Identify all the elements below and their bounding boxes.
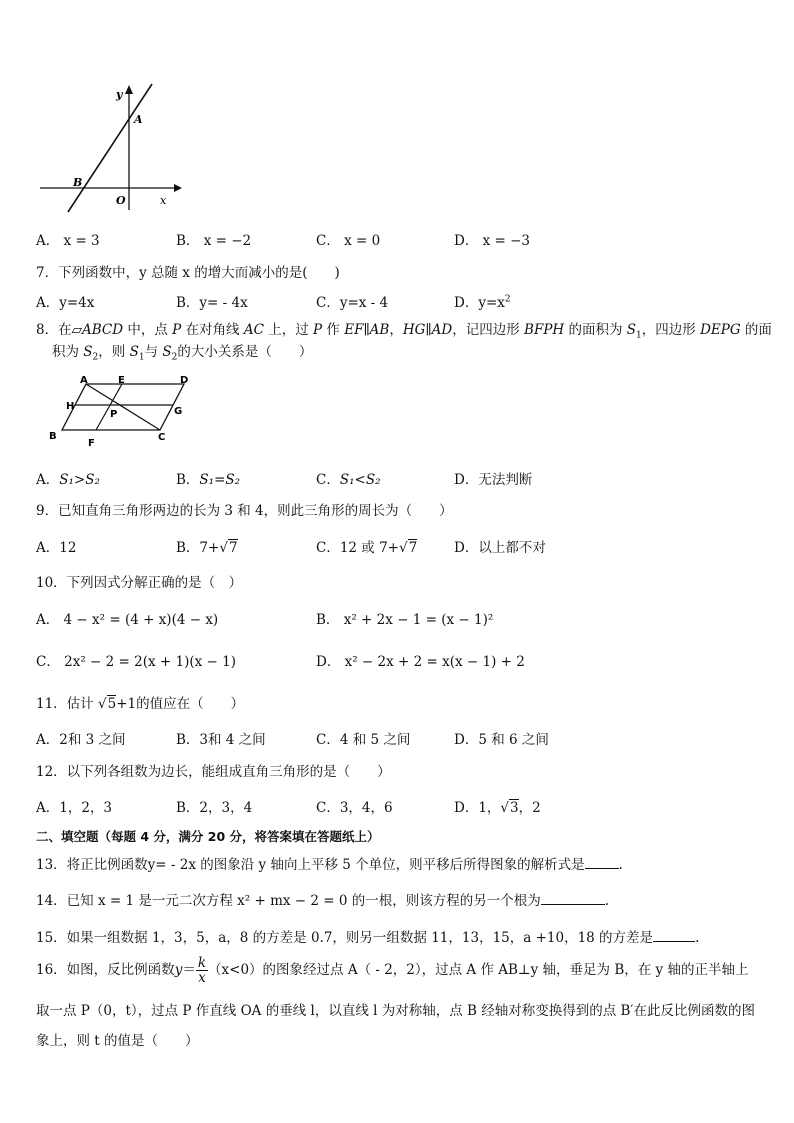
q8-u4: S	[129, 344, 139, 360]
q12-stem: 12．以下列各组数为边长，能组成直角三角形的是（ ）	[36, 764, 391, 780]
q7-option-c[interactable]: C．y=x - 4	[316, 295, 389, 311]
q11-rad: 5	[107, 696, 117, 712]
q16-t2: （x<0）的图象经过点 A（ - 2，2），过点 A 作 AB⊥y 轴，垂足为 B，在 y 轴的正半轴上	[208, 962, 749, 978]
q6-option-b[interactable]: B． x = −2	[176, 233, 252, 249]
q8-t14: BFPH	[524, 322, 565, 338]
q8-option-d[interactable]: D．无法判断	[454, 472, 533, 488]
q8-stem-line1	[36, 318, 772, 341]
q8-stem-line2	[52, 340, 312, 363]
label-y: y	[116, 88, 123, 101]
q14-stem	[36, 889, 609, 909]
q13-stem	[36, 853, 623, 873]
diagonal-ac	[86, 384, 160, 430]
q9-option-c[interactable]: C．12 或 7+√7	[316, 540, 418, 556]
q12-d-rad: 3	[510, 800, 519, 816]
q8-c-label: C．	[316, 472, 340, 488]
q8-u2: S	[83, 344, 93, 360]
q16-stem-line1	[36, 956, 748, 985]
q12-option-d[interactable]: D．1，√3，2	[454, 800, 541, 816]
q8-a-label: A．	[36, 472, 60, 488]
q16-t1: 16．如图，反比例函数	[36, 962, 175, 978]
q8-option-c[interactable]	[316, 468, 380, 488]
q8-t15: 的面积为	[564, 322, 627, 338]
q16-stem-line3: 象上，则 t 的值是（ ）	[36, 1033, 199, 1049]
q9-b-text: B．7+	[176, 540, 220, 556]
q8-u5: 与	[144, 344, 163, 360]
q11-option-d[interactable]: D．5 和 6 之间	[454, 732, 549, 748]
q6-option-d[interactable]: D． x = −3	[454, 233, 531, 249]
q11-prefix: 11．估计	[36, 696, 98, 712]
q8-u7: 的大小关系是（ ）	[177, 344, 313, 360]
q8-c-expr: S₁<S₂	[339, 472, 381, 488]
q12-option-c[interactable]: C．3，4，6	[316, 800, 393, 816]
q8-t9: 作	[322, 322, 345, 338]
q15-end: .	[695, 930, 700, 946]
label-H: H	[66, 401, 75, 412]
x-axis-arrow	[174, 184, 182, 192]
q8-t17: ，四边形	[641, 322, 701, 338]
q15-stem	[36, 926, 699, 946]
q10-option-a[interactable]: A． 4 − x² = (4 + x)(4 − x)	[36, 612, 219, 628]
label-O: O	[116, 194, 126, 207]
q8-t16-sub: 1	[636, 330, 642, 341]
q7-option-a[interactable]: A．y=4x	[36, 295, 95, 311]
label-A: A	[80, 375, 88, 386]
q7-option-d[interactable]	[454, 291, 511, 311]
q6-option-a[interactable]: A． x = 3	[36, 233, 100, 249]
q8-t11: ，	[389, 322, 403, 338]
q11-stem: 11．估计 √5+1的值应在（ ）	[36, 696, 245, 712]
y-axis-arrow	[125, 85, 133, 94]
q7-option-b[interactable]: B．y= - 4x	[176, 295, 248, 311]
q9-c-rad: 7	[408, 540, 418, 556]
q10-option-b[interactable]: B． x² + 2x − 1 = (x − 1)²	[316, 612, 494, 628]
q8-a-expr: S₁>S₂	[59, 472, 100, 488]
q10-option-d[interactable]: D． x² − 2x + 2 = x(x − 1) + 2	[316, 654, 525, 670]
q11-option-a[interactable]: A．2和 3 之间	[36, 732, 126, 748]
q9-option-d[interactable]: D．以上都不对	[454, 540, 546, 556]
q16-eq: ＝	[182, 962, 196, 978]
q8-u1: 积为	[52, 344, 84, 360]
segment-ef	[96, 384, 122, 430]
q13-end: .	[618, 857, 623, 873]
q12-d-prefix: D．1，	[454, 800, 501, 816]
q16-frac-den: x	[198, 970, 206, 986]
q11-option-c[interactable]: C．4 和 5 之间	[316, 732, 411, 748]
q8-t3: 中，点	[123, 322, 173, 338]
q11-suffix: +1的值应在（ ）	[116, 696, 245, 712]
q6-option-c[interactable]: C． x = 0	[316, 233, 381, 249]
q8-t1: 8．在▱	[36, 322, 82, 338]
q14-end: .	[604, 893, 610, 909]
q9-option-a[interactable]: A．12	[36, 540, 77, 556]
q9-b-rad: 7	[228, 540, 238, 556]
q8-parallelogram-figure	[44, 374, 204, 448]
q8-t8: P	[313, 322, 323, 338]
label-A: A	[134, 113, 143, 126]
q8-b-expr: S₁=S₂	[199, 472, 241, 488]
q9-c-text: C．12 或 7+	[316, 540, 399, 556]
q8-t10: EF∥AB	[344, 322, 390, 338]
q16-stem-line2: 取一点 P（0，t），过点 P 作直线 OA 的垂线 l，以直线 l 为对称轴，点 B 经轴对称变换得到的点 B′在此反比例函数的图	[36, 1003, 755, 1019]
q8-t19: 的面	[740, 322, 772, 338]
q16-frac-num: k	[197, 955, 207, 971]
q12-d-suffix: ，2	[518, 800, 541, 816]
q8-option-b[interactable]	[176, 468, 240, 488]
q7-option-d-sup: 2	[504, 294, 511, 305]
q8-u4-sub: 1	[138, 352, 145, 363]
section-2-heading: 二、填空题（每题 4 分，满分 20 分，将答案填在答题纸上）	[36, 829, 380, 844]
q9-stem: 9．已知直角三角形两边的长为 3 和 4，则此三角形的周长为（ ）	[36, 503, 453, 519]
q8-b-label: B．	[176, 472, 200, 488]
q8-u6: S	[162, 344, 172, 360]
q13-text: 13．将正比例函数y= - 2x 的图象沿 y 轴向上平移 5 个单位，则平移后所得图象的解析式是	[36, 857, 585, 873]
q6-graph-figure	[36, 80, 186, 220]
q10-option-c[interactable]: C． 2x² − 2 = 2(x + 1)(x − 1)	[36, 654, 236, 670]
q12-option-a[interactable]: A．1，2，3	[36, 800, 113, 816]
label-E: E	[118, 375, 125, 386]
q15-text: 15．如果一组数据 1，3，5，a，8 的方差是 0.7，则另一组数据 11，13，15，a +10，18 的方差是	[36, 930, 654, 946]
q8-t4: P	[172, 322, 182, 338]
q7-option-d-text: D．y=x	[454, 295, 505, 311]
label-B: B	[49, 431, 57, 442]
q8-u3: ，则	[98, 344, 130, 360]
q8-t16: S	[626, 322, 637, 338]
label-P: P	[110, 409, 118, 420]
q8-u6-sub: 2	[171, 352, 178, 363]
q16-fraction	[196, 956, 208, 985]
q12-option-b[interactable]: B．2，3，4	[176, 800, 253, 816]
q7-stem: 7．下列函数中，y 总随 x 的增大而减小的是( )	[36, 265, 340, 281]
label-G: G	[174, 406, 183, 417]
q8-t18: DEPG	[700, 322, 741, 338]
label-D: D	[180, 375, 189, 386]
label-B: B	[73, 176, 83, 189]
q16-y: y	[174, 962, 183, 978]
function-line	[68, 84, 152, 212]
q8-t7: 上，过	[263, 322, 314, 338]
q10-stem: 10．下列因式分解正确的是（ ）	[36, 575, 243, 591]
label-C: C	[158, 432, 166, 443]
q8-u2-sub: 2	[92, 352, 99, 363]
q9-option-b[interactable]: B．7+√7	[176, 540, 238, 556]
q15-answer-blank[interactable]	[653, 929, 695, 942]
q14-text: 14．已知 x = 1 是一元二次方程 x² + mx − 2 = 0 的一根，则该方程的另一个根为	[36, 893, 541, 909]
q11-option-b[interactable]: B．3和 4 之间	[176, 732, 266, 748]
q8-option-a[interactable]	[36, 468, 100, 488]
q14-answer-blank[interactable]	[541, 892, 605, 905]
q8-t5: 在对角线	[181, 322, 244, 338]
q8-t13: ，记四边形	[452, 322, 525, 338]
q8-t6: AC	[243, 322, 264, 338]
q8-t12: HG∥AD	[402, 322, 453, 338]
q13-answer-blank[interactable]	[585, 856, 619, 869]
label-x: x	[160, 194, 167, 207]
label-F: F	[88, 438, 95, 448]
q8-t2: ABCD	[81, 322, 124, 338]
